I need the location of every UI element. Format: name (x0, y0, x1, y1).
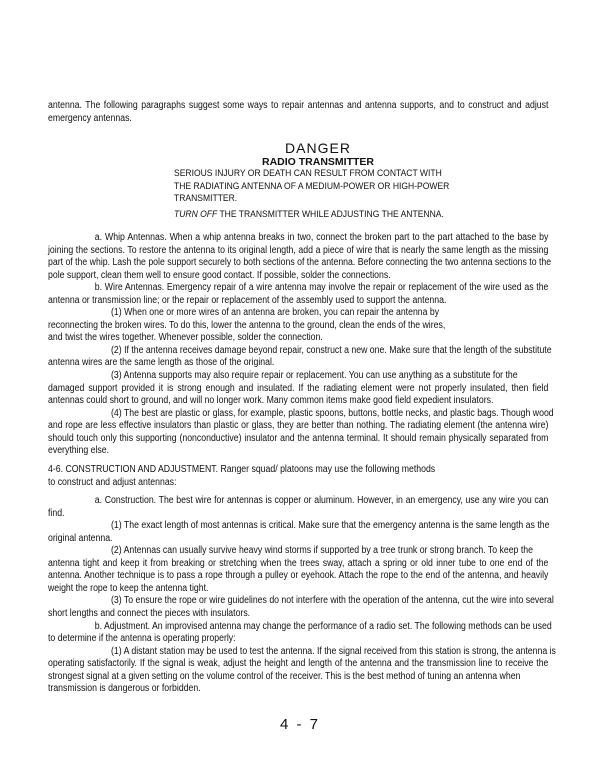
text-line: antenna or transmission line; or the repair or replacement of the assembly used to support the antenna. (48, 294, 447, 306)
text-line: antenna. The following paragraphs suggest some ways to repair antennas and antenna supports, and to construct and adjust (48, 100, 549, 111)
construction-section (48, 464, 556, 696)
text-line: 4-6. CONSTRUCTION AND ADJUSTMENT. Ranger squad/ platoons may use the following methods (48, 464, 436, 475)
text-line: weight the rope to keep the antenna tight. (48, 582, 209, 594)
text-line: antenna wires are the same length as those of the original. (48, 357, 275, 369)
warning-instruction (174, 209, 600, 222)
page-number: 4 - 7 (279, 716, 320, 733)
text-line: reconnecting the broken wires. To do this, lower the antenna to the ground, clean the ends of the wires, (48, 319, 446, 331)
text-line: a. Construction. The best wire for antennas is copper or aluminum. However, in an emergency, use any wire you can (94, 495, 549, 507)
text-line: to determine if the antenna is operating properly: (48, 633, 236, 645)
text-line: operating satisfactorily. If the signal is weak, adjust the height and length of the antenna and the transmission line to receive the (48, 658, 549, 670)
instruction-text: THE TRANSMITTER WHILE ADJUSTING THE ANTENNA. (217, 208, 444, 220)
warning-line: SERIOUS INJURY OR DEATH CAN RESULT FROM CONTACT WITH (174, 168, 442, 179)
text-line: (3) Antenna supports may also require repair or replacement. You can use anything as a substitute for the (111, 370, 518, 382)
text-line: joining the sections. To restore the antenna to its original length, add a piece of wire that is nearly the same length as the missing (48, 244, 549, 256)
text-line: and twist the wires together. Whenever possible, solder the connection. (48, 332, 323, 344)
text-line: transmission is dangerous or forbidden. (48, 683, 201, 695)
text-line: a. Whip Antennas. When a whip antenna breaks in two, connect the broken part to the part attached to the base by (94, 232, 549, 243)
text-line: should touch only this supporting (nonconductive) insulator and the antenna terminal. It should remain physically separated from (48, 432, 549, 444)
danger-subtitle: RADIO TRANSMITTER (262, 156, 374, 168)
warning-line: THE RADIATING ANTENNA OF A MEDIUM-POWER OR HIGH-POWER (174, 180, 450, 192)
text-line: antennas could short to ground, and will no longer work. Many common items make good field expedient insulators. (48, 395, 494, 407)
text-line: antenna. Another technique is to pass a rope through a pulley or eyehook. Attach the rope to the end of the antenna, and heavily (48, 570, 549, 582)
text-line: (4) The best are plastic or glass, for example, plastic spoons, buttons, bottle necks, and plastic bags. Though wood (111, 407, 554, 419)
danger-notice (0, 141, 600, 221)
intro-paragraph (48, 100, 549, 125)
text-line: (1) The exact length of most antennas is critical. Make sure that the emergency antenna is the same length as the (111, 520, 550, 532)
text-line: part of the whip. Lash the pole support securely to both sections of the antenna. Before connecting the two antenna sections to the (48, 257, 552, 269)
text-line: strongest signal at a given setting on the volume control of the receiver. This is the best method of tuning an antenna when (48, 670, 521, 682)
text-line: (1) When one or more wires of an antenna are broken, you can repair the antenna by (111, 307, 440, 319)
instruction-emphasis: TURN OFF (174, 208, 218, 220)
text-line: find. (48, 507, 65, 519)
text-line: antenna tight and keep it from breaking or stretching when the trees sway, attach a spring or old inner tube to one end of the (48, 557, 549, 569)
text-line: (3) To ensure the rope or wire guidelines do not interfere with the operation of the antenna, cut the wire into several (111, 595, 554, 607)
text-line: (2) Antennas can usually survive heavy wind storms if supported by a tree trunk or strong branch. To keep the (111, 545, 533, 557)
text-line: (1) A distant station may be used to test the antenna. If the signal received from this station is strong, the antenna is (111, 645, 556, 657)
repair-section (48, 232, 554, 458)
text-line: damaged support provided it is strong enough and insulated. If the radiating element were not properly insulated, then field (48, 382, 549, 394)
text-line: and rope are less effective insulators than plastic or glass, they are better than nothing. The radiating element (the antenna wire) (48, 420, 549, 432)
warning-line: TRANSMITTER. (174, 193, 238, 204)
danger-title: DANGER (285, 140, 351, 156)
text-line: b. Wire Antennas. Emergency repair of a wire antenna may involve the repair or replacement of the wire used as the (94, 282, 549, 294)
text-line: original antenna. (48, 532, 113, 544)
text-line: (2) If the antenna receives damage beyond repair, construct a new one. Make sure that the length of the substitute (111, 344, 552, 356)
text-line: to construct and adjust antennas: (48, 476, 177, 488)
text-line: b. Adjustment. An improvised antenna may change the performance of a radio set. The following methods can be used (94, 620, 552, 632)
text-line: pole support, clean them well to ensure good contact. If possible, solder the connections. (48, 269, 391, 281)
text-line: emergency antennas. (48, 112, 132, 124)
text-line: everything else. (48, 445, 110, 457)
text-line: short lengths and connect the pieces with insulators. (48, 608, 251, 620)
